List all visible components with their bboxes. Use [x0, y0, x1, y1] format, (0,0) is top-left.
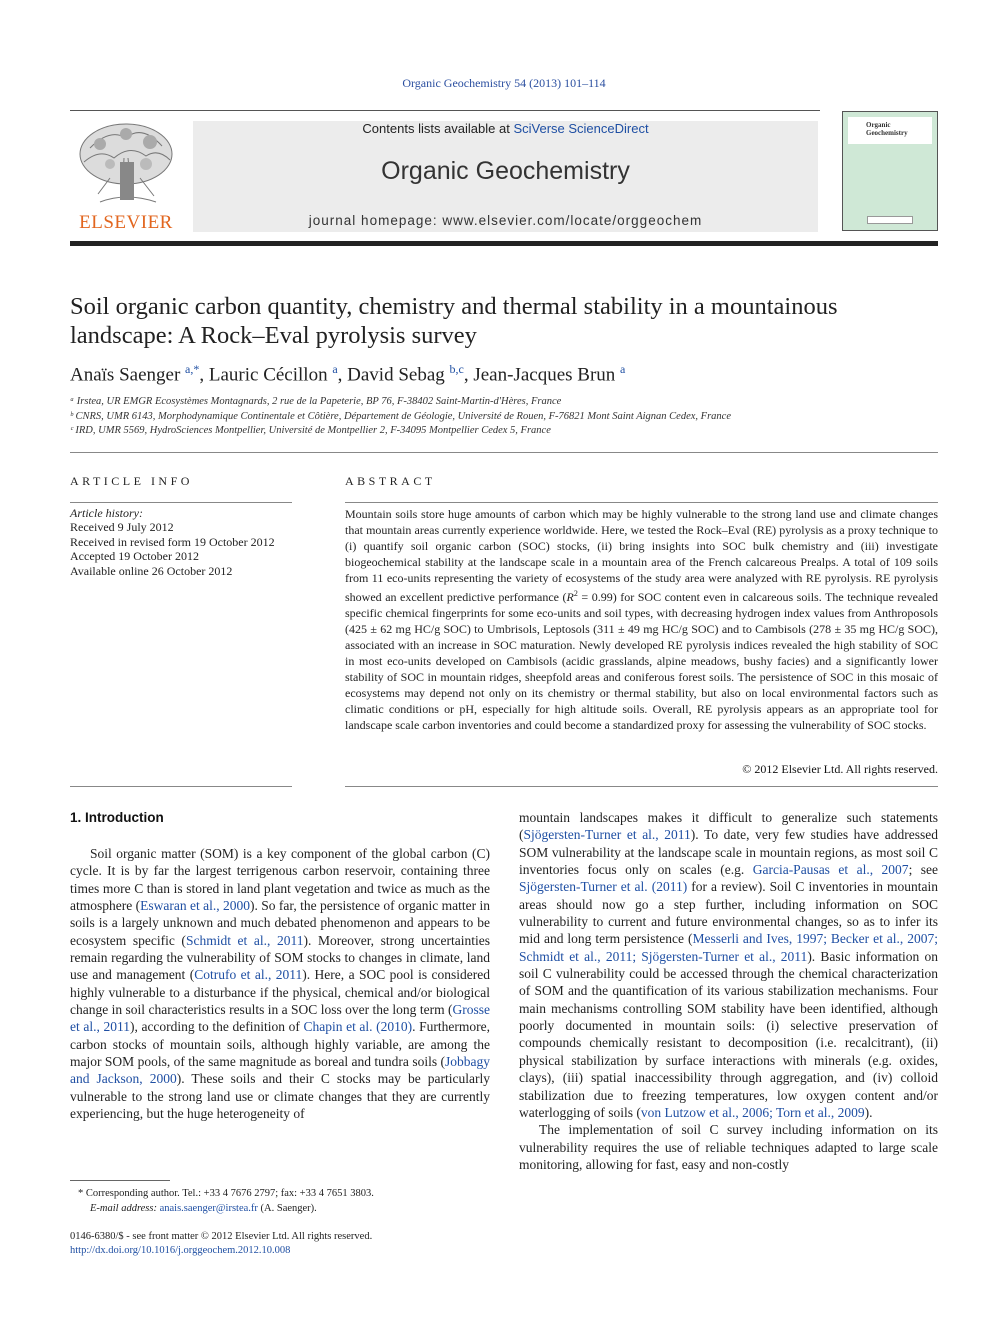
- abstract-rule: [345, 502, 938, 503]
- bottom-info: [70, 1230, 372, 1258]
- body-text: . Furthermore, carbon stocks of mountain soils, although highly variable, are among the major SOM pools, of the same magnitude as boreal and tundra soils (: [70, 1019, 490, 1070]
- intro-column-2: [519, 809, 938, 1173]
- issn-line: 0146-6380/$ - see front matter © 2012 Elsevier Ltd. All rights reserved.: [70, 1231, 373, 1242]
- footnote: [70, 1186, 490, 1216]
- copyright-notice: © 2012 Elsevier Ltd. All rights reserved.: [742, 762, 938, 776]
- elsevier-logo: [70, 118, 182, 234]
- citation-link[interactable]: Jobbagy and Jackson, 2000: [70, 1054, 490, 1087]
- body-text: ).: [864, 1104, 873, 1120]
- journal-cover-thumbnail: [842, 111, 938, 231]
- citation-link[interactable]: Sjögersten-Turner et al. (2011): [519, 879, 688, 895]
- email-link[interactable]: anais.saenger@irstea.fr: [159, 1203, 258, 1214]
- footnote-rule: [70, 1180, 170, 1181]
- history-received: Received 9 July 2012: [70, 520, 174, 535]
- abstract-text: Mountain soils store huge amounts of carbon which may be highly vulnerable to the strong land use and climate changes that mountain areas currently experience worldwide. Here, we tested the Rock–Eval (RE) pyrolysis as a proxy technique to (i) quantify soil organic carbon (SOC) stocks, (ii) bring insights into SOC bulk chemistry and (iii) investigate biogeochemical stability at the landscape scale in a mountain area of the French calcareous Prealps. A total of 109 soils from 11 eco-units representing the variety of ecosystems of the study area were analyzed with RE pyrolysis. RE pyrolysis showed an excellent predictive performance $(R^2 = 0.99)$ for SOC content even in calcareous soils. The technique revealed specific chemical fingerprints for some eco-units and soil types, with decreasing hydrogen index values from Anthroposols (425 ± 62 mg HC/g SOC) to Umbrisols, Leptosols (311 ± 49 mg HC/g SOC) and to Cambisols (278 ± 35 mg HC/g SOC), associated with an increase in SOC maturation. Newly developed RE pyrolysis indices revealed the high stability of SOC in most eco-units developed on Cambisols (acidic grasslands, alpine meadows, bushy facies) and a significantly lower stability of SOC in mountain ridges, sheepfold areas and coniferous forest soils. The persistence of SOC in this mosaic of ecosystems may depend not only on its chemistry or thermal stability, but also on local environmental factors such as climatic conditions or pH, especially for high altitude soils. Overall, RE pyrolysis appears as an appropriate tool for landscape scale carbon inventories and could become a standardized proxy for assessing the vulnerability of SOC stocks.: [345, 507, 938, 732]
- cover-title-area: [848, 117, 932, 144]
- citation-link[interactable]: Eswaran et al., 2000: [140, 898, 251, 914]
- article-info-heading: ARTICLE INFO: [70, 474, 193, 488]
- affiliation-c: ᶜ IRD, UMR 5569, HydroSciences Montpellier, Université de Montpellier 2, F-34095 Montpellier Cedex 5, France: [70, 425, 551, 436]
- history-accepted: Accepted 19 October 2012: [70, 549, 199, 564]
- history-label: Article history:: [70, 506, 143, 520]
- author-list: Anaïs Saenger $^{a,*}$, Lauric Cécillon $^a$, David Sebag $^{b,c}$, Jean-Jacques Brun $^a$: [70, 362, 626, 386]
- author-affil-mark[interactable]: a,*: [185, 362, 200, 376]
- affiliation-rule: [70, 452, 938, 453]
- body-text: mountain landscapes makes it difficult to generalize such statements (: [519, 810, 938, 843]
- body-text: ). Here, a SOC pool is considered highly vulnerable to a disturbance if the physical, chemical and/or biological change in soil characteristics results in a SOC loss over the long term (: [70, 967, 491, 1018]
- author[interactable]: Jean-Jacques Brun: [473, 364, 616, 386]
- intro-paragraph-2: The implementation of soil C survey including information on its vulnerability requires the use of reliable techniques adapted to large scale monitoring, allowing for fast, easy and non-costly: [519, 1122, 938, 1172]
- introduction-heading: 1. Introduction: [70, 810, 164, 825]
- intro-paragraph-1: [70, 845, 490, 1123]
- intro-column-1: [70, 845, 490, 1123]
- doi-link[interactable]: http://dx.doi.org/10.1016/j.orggeochem.2012.10.008: [70, 1245, 291, 1256]
- email-label: E-mail address:: [90, 1203, 160, 1214]
- body-text: ). Basic information on soil C vulnerability could be accessed through the chemical characterization of SOM and the quantification of its various stabilization mechanisms. Four main mechanisms controlling SOM stability have been identified, although poorly documented in mountain soils: (i) selective preservation of compounds chemically resistant to decomposition (i.e. recalcitrant), (ii) physical stabilization by surface interactions with minerals (e.g. oxides, clays), (iii) spatial inaccessibility through aggregation, and (iv) colloid stabilization due to freezing temperatures, low oxygen content and/or waterlogging of soils (: [519, 948, 938, 1120]
- title-line-1: Soil organic carbon quantity, chemistry and thermal stability in a mountainous: [70, 293, 838, 320]
- citation-link[interactable]: Sjögersten-Turner et al., 2011: [523, 827, 691, 843]
- citation-link[interactable]: Chapin et al. (2010): [303, 1019, 413, 1035]
- citation-link[interactable]: von Lutzow et al., 2006; Torn et al., 2009: [640, 1104, 865, 1120]
- email-suffix: (A. Saenger).: [257, 1203, 317, 1214]
- author-affil-mark[interactable]: b,c: [449, 362, 464, 376]
- journal-title: Organic Geochemistry: [381, 157, 630, 185]
- sciencedirect-link[interactable]: SciVerse ScienceDirect: [513, 121, 649, 136]
- citation-link[interactable]: Messerli and Ives, 1997; Becker et al., 2007; Schmidt et al., 2011; Sjögersten-Turner et al., 2011: [519, 931, 938, 964]
- contents-prefix: Contents lists available at: [362, 121, 514, 136]
- r-squared-symbol: R: [566, 590, 574, 604]
- contents-line: [193, 121, 818, 136]
- citation-link[interactable]: Schmidt et al., 2011: [185, 932, 304, 948]
- body-text: ; see: [908, 862, 939, 878]
- author[interactable]: Anaïs Saenger: [70, 364, 181, 386]
- author[interactable]: Lauric Cécillon: [208, 364, 328, 386]
- citation-link[interactable]: Cotrufo et al., 2011: [194, 967, 303, 983]
- body-text: ). These soils and their C stocks may be particularly vulnerable to the strong land use or climate changes that they are currently experiencing, but the huge heterogeneity of: [70, 1071, 491, 1122]
- email-line: [70, 1201, 490, 1216]
- body-text: for a review). Soil C inventories in mountain areas should now go a step further, including information on SOC vulnerability to current and future environmental changes, so as to infer its mid and long term persistence (: [519, 879, 939, 947]
- body-text: ). Moreover, strong uncertainties remain regarding the vulnerability of SOM stocks to changes in climate, land use and management (: [70, 932, 490, 983]
- publisher-wordmark: ELSEVIER: [79, 212, 173, 233]
- abstract-bottom-rule: [345, 786, 938, 787]
- abstract-part-2: = 0.99) for SOC content even in calcareous soils. The technique revealed specific chemical fingerprints for some eco-units and soil types, with decreasing hydrogen index values from Anthroposols (425 ± 62 mg HC/g SOC) to Umbrisols, Leptosols (311 ± 49 mg HC/g SOC) and to Cambisols (278 ± 35 mg HC/g SOC), associated with an increase in SOC maturation. Newly developed RE pyrolysis indices revealed the high stability of SOC in most eco-units developed on Cambisols (acidic grasslands, alpine meadows, bushy facies) and a significantly lower stability of SOC in mountain ridges, sheepfold areas and coniferous forest soils. The persistence of SOC in this mosaic of ecosystems may depend not only on its chemistry or thermal stability, but also on local environmental factors such as climatic conditions or pH, especially for high altitude soils. Overall, RE pyrolysis appears as an appropriate tool for landscape scale carbon inventories and could become a standardized proxy for assessing the vulnerability of SOC stocks.: [345, 590, 938, 732]
- article-info-rule: [70, 502, 292, 503]
- cover-title: Organic Geochemistry: [866, 121, 908, 137]
- abstract-heading: ABSTRACT: [345, 474, 436, 488]
- affiliation-a: ᵃ Irstea, UR EMGR Ecosystèmes Montagnards, 2 rue de la Papeterie, BP 76, F-38402 Saint-Martin-d'Hères, France: [70, 396, 562, 407]
- body-text: ). To date, very few studies have addressed SOM vulnerability at the landscape scale in mountain regions, as most soil C inventories focus only on scales (e.g.: [519, 827, 938, 878]
- history-revised: Received in revised form 19 October 2012: [70, 534, 275, 549]
- body-text: Soil organic matter (SOM) is a key component of the global carbon (C) cycle. It is by far the largest terrigenous carbon reservoir, containing three times more C than is stored in land plant vegetation and twice as much as the atmosphere (: [70, 846, 490, 914]
- body-text: ), according to the definition of: [129, 1019, 304, 1035]
- cover-publisher-icon: [867, 216, 913, 224]
- journal-reference[interactable]: Organic Geochemistry 54 (2013) 101–114: [402, 76, 606, 90]
- history-online: Available online 26 October 2012: [70, 563, 233, 578]
- corresponding-author: * Corresponding author. Tel.: +33 4 7676 2797; fax: +33 4 7651 3803.: [78, 1188, 374, 1199]
- author-affil-mark[interactable]: a: [332, 362, 338, 376]
- author[interactable]: David Sebag: [347, 364, 445, 386]
- affiliation-b: ᵇ CNRS, UMR 6143, Morphodynamique Continentale et Côtière, Département de Géologie, Université de Rouen, F-76821 Mont Saint Aignan Cedex, France: [70, 411, 731, 422]
- paper-title: [70, 292, 940, 350]
- body-text: ). So far, the persistence of organic matter in soils is a largely unknown and much debated phenomenon and appears to be ecosystem specific (: [70, 898, 490, 948]
- citation-link[interactable]: Garcia-Pausas et al., 2007: [752, 862, 909, 878]
- title-line-2: landscape: A Rock–Eval pyrolysis survey: [70, 322, 477, 349]
- intro-paragraph-1-continued: [519, 809, 938, 1121]
- elsevier-tree-icon: [70, 118, 182, 214]
- author-affil-mark[interactable]: a: [620, 362, 626, 376]
- masthead-rule: [70, 241, 938, 246]
- header-rule: [70, 110, 820, 111]
- journal-homepage[interactable]: journal homepage: www.elsevier.com/locate/orggeochem: [308, 213, 703, 228]
- article-info-bottom-rule: [70, 786, 292, 787]
- citation-link[interactable]: Grosse et al., 2011: [70, 1002, 490, 1035]
- abstract-part-1: Mountain soils store huge amounts of carbon which may be highly vulnerable to the strong land use and climate changes that mountain areas currently experience worldwide. Here, we tested the Rock–Eval (RE) pyrolysis as a proxy technique to (i) quantify soil organic carbon (SOC) stocks, (ii) bring insights into SOC bulk chemistry and (iii) investigate biogeochemical stability at the landscape scale in a mountain area of the French calcareous Prealps. A total of 109 soils from 11 eco-units representing the variety of ecosystems of the study area were analyzed with RE pyrolysis. RE pyrolysis showed an excellent predictive performance (: [345, 507, 938, 604]
- article-history: [70, 506, 292, 578]
